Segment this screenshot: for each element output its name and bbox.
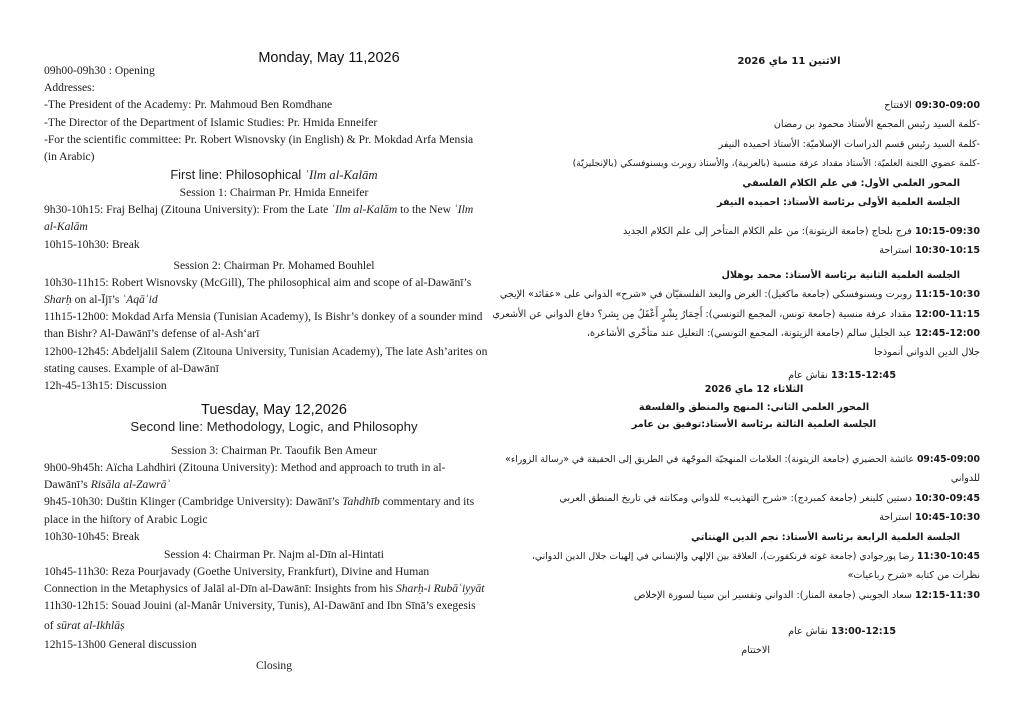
first-line-title [44,166,504,184]
session3-talk1-cont: Dawānī’s Risāla al-Zawrāʾ [44,478,171,492]
day2-schedule-part2 [44,546,504,674]
session4-talk2: 11h30-12h15: Souad Jouini (al-Manâr University, Tunis), Al-Dawānī and Ibn Sīnā’s exegesis [44,599,476,613]
session2-talk3: 12h00-12h45: Abdeljalil Salem (Zitouna University, Tunisian Academy), The late Ash’arites on [44,344,488,358]
day2-schedule-part1 [44,400,504,545]
session4-title: Session 4: Chairman Pr. Najm al-Dīn al-Hintati [164,548,384,561]
session2-talk3-cont: stating causes. Example of al-Dawānī [44,361,219,375]
session1-title: Session 1: Chairman Pr. Hmida Enneifer [179,186,369,200]
day1-title: Monday, May 11,2026 [258,50,400,66]
session2-title: Session 2: Chairman Pr. Mohamed Bouhlel [173,258,375,272]
ar-axis1: المحور العلمي الأول: في علم الكلام الفلسفي [742,177,960,189]
session1-talk1-cont: al-Kalām [44,220,88,234]
session1-break: 10h15-10h30: Break [44,237,140,251]
ar-day1-schedule [528,96,980,212]
session4-discussion: 12h15-13h00 General discussion [44,637,197,651]
ar-s4-talk1: 11:30-10:45 رضا پورجوادي (جامعة غوته فرنكفورت)، العلاقة بين الإلهي والإنساني في إلهيات جلال الدين الدواني، [531,551,980,563]
session3-talk2: 9h45-10h30: Duštin Klinger (Cambridge University): Dawānī’s Tahdhīb commentary and its [44,495,475,509]
ar-s3-talk2: 10:30-09:45 دستين كلينغر (جامعة كمبردج): «شرح التهذيب» للدواني ومكانته في تاريخ المنطق العربي [559,492,980,504]
ar-s1-break: 10:30-10:15 استراحة [879,245,980,257]
session4-talk2-cont: of sūrat al-Ikhlāṣ [44,618,125,632]
ar-session2-title: الجلسة العلمية الثانية برئاسة الأستاذ: محمد بوهلال [721,269,960,281]
ar-s4-talk1-cont: نظرات من كتابه «شرح رباعيات» [847,570,980,582]
ar-s2-discussion: 13:15-12:45 نقاش عام [788,370,896,381]
ar-day2-title: الثلاثاء 12 ماي 2026 [704,384,804,395]
ar-s4-discussion: 13:00-12:15 نقاش عام [788,626,896,637]
session2-talk1: 10h30-11h15: Robert Wisnovsky (McGill), The philosophical aim and scope of al-Dawānī’s [44,275,472,289]
first-line-prefix: First line: Philosophical [170,167,305,183]
ar-session4-title: الجلسة العلمية الرابعة برئاسة الأستاذ: نجم الدين الهنتاتي [691,531,960,543]
first-line-italic: ʿIlm al-Kalām [304,168,378,183]
ar-session1-title: الجلسة العلمية الأولى برئاسة الأستاذ: احميده النيفر [717,197,960,209]
ar-s2-talk2: 12:00-11:15 مقداد عرفة منسية (جامعة تونس، المجمع التونسي): أَحِمَارُ بِشْرٍ أَعْقَلُ مِن بِشر؟ دفاع الدواني عن الأشعري [492,308,980,320]
session2-talk1-cont: Sharḥ on al-Ījī’s ʿAqāʾid [44,293,158,307]
ar-address: -كلمة عضوي اللجنة العلميّة: الأستاذ مقداد عرفة منسية (بالعربية)، والأستاذ روبرت ويسنوفسكي (بالإنجليزيّة) [572,158,980,170]
session3-talk2-cont: place in the hiſtory of Arabic Logic [44,512,208,526]
address-item: -For the scientific committee: Pr. Robert Wisnovsky (in English) & Pr. Mokdad Arfa Mensia [44,132,474,146]
session3-talk1: 9h00-9h45h: Aïcha Lahdhiri (Zitouna University): Method and approach to truth in al- [44,461,446,474]
day1-schedule [44,62,504,394]
ar-s2-talk1: 11:15-10:30 روبرت ويسنوفسكي (جامعة ماكغيل): الغرض والبعد الفلسفيّان في «شرح» الدواني على «عقائد» الإيجي [499,289,980,301]
ar-address: -كلمة السيد رئيس قسم الدراسات الإسلاميّة: الأستاذ احميده النيفر [718,138,980,150]
second-line-title: Second line: Methodology, Logic, and Philosophy [130,419,418,434]
ar-s2-talk3: 12:45-12:00 عبد الجليل سالم (جامعة الزيتونة، المجمع التونسي): التعليل عند متأخّري الأشاعرة، [586,328,980,340]
ar-session3 [505,450,980,605]
ar-s3-talk1: 09:45-09:00 عائشة الحضيري (جامعة الزيتونة): العلامات المنهجيّة الموجّهة في الطريق إلى الحقيقة في «رسالة الزوراء» [505,454,980,465]
ar-session3-title: الجلسة العلمية الثالثة برئاسة الأستاذ:توفيق بن عامر [631,419,877,431]
ar-day1-title: الاثنين 11 ماي 2026 [737,56,841,67]
session4-talk1: 10h45-11h30: Reza Pourjavady (Goethe University, Frankfurt), Divine and Human [44,565,430,578]
session1-talk1: 9h30-10h15: Fraj Belhaj (Zitouna University): From the Late ʿIlm al-Kalām to the New ʿIlm [44,203,474,217]
session3-break: 10h30-10h45: Break [44,529,140,543]
session4-talk1-cont: Connection in the Metaphysics of Jalāl al-Dīn al-Dawānī: Insights from his Sharḥ-i Rubāʿiyyāt [44,582,485,596]
session2-discussion: 12h-45-13h15: Discussion [44,379,167,393]
addresses-label: Addresses: [44,81,95,95]
address-item: -The Director of the Department of Islamic Studies: Pr. Hmida Enneifer [44,115,378,129]
ar-s1-talk1: 10:15-09:30 فرج بلحاج (جامعة الزيتونة): من علم الكلام المتأخر إلى علم الكلام الجديد [623,226,980,237]
ar-axis2: المحور العلمي الثاني: المنهج والمنطق والفلسفة [638,402,870,414]
opening-entry: 09h00-09h30 : Opening [44,64,155,77]
ar-day2-header [528,380,980,433]
ar-day2-closing [528,622,980,661]
ar-session1 [492,222,980,363]
ar-s2-talk3-cont: جلال الدين الدواني أنموذجا [874,347,980,359]
day2-title: Tuesday, May 12,2026 [201,402,347,418]
session3-title: Session 3: Chairman Pr. Taoufik Ben Ameur [170,444,378,457]
address-item: (in Arabic) [44,150,95,164]
ar-opening: 09:30-09:00 الافتتاح [884,100,980,111]
session2-talk2-cont: than Bishr? Al-Dawānī’s defense of al-Ash‘arī [44,327,260,341]
address-item: -The President of the Academy: Pr. Mahmoud Ben Romdhane [44,98,333,112]
session2-talk2: 11h15-12h00: Mokdad Arfa Mensia (Tunisian Academy), Is Bishr’s donkey of a sounder mind [44,310,483,324]
ar-s4-talk2: 12:15-11:30 سعاد الجويني (جامعة المنار): الدواني وتفسير ابن سينا لسورة الإخلاص [633,589,980,601]
ar-s3-break: 10:45-10:30 استراحة [879,512,980,524]
ar-closing: الاختتام [741,645,770,657]
ar-s3-talk1-cont: للدواني [950,473,980,485]
closing: Closing [255,659,293,673]
ar-address: -كلمة السيد رئيس المجمع الأستاذ محمود بن رمضان [773,119,980,131]
